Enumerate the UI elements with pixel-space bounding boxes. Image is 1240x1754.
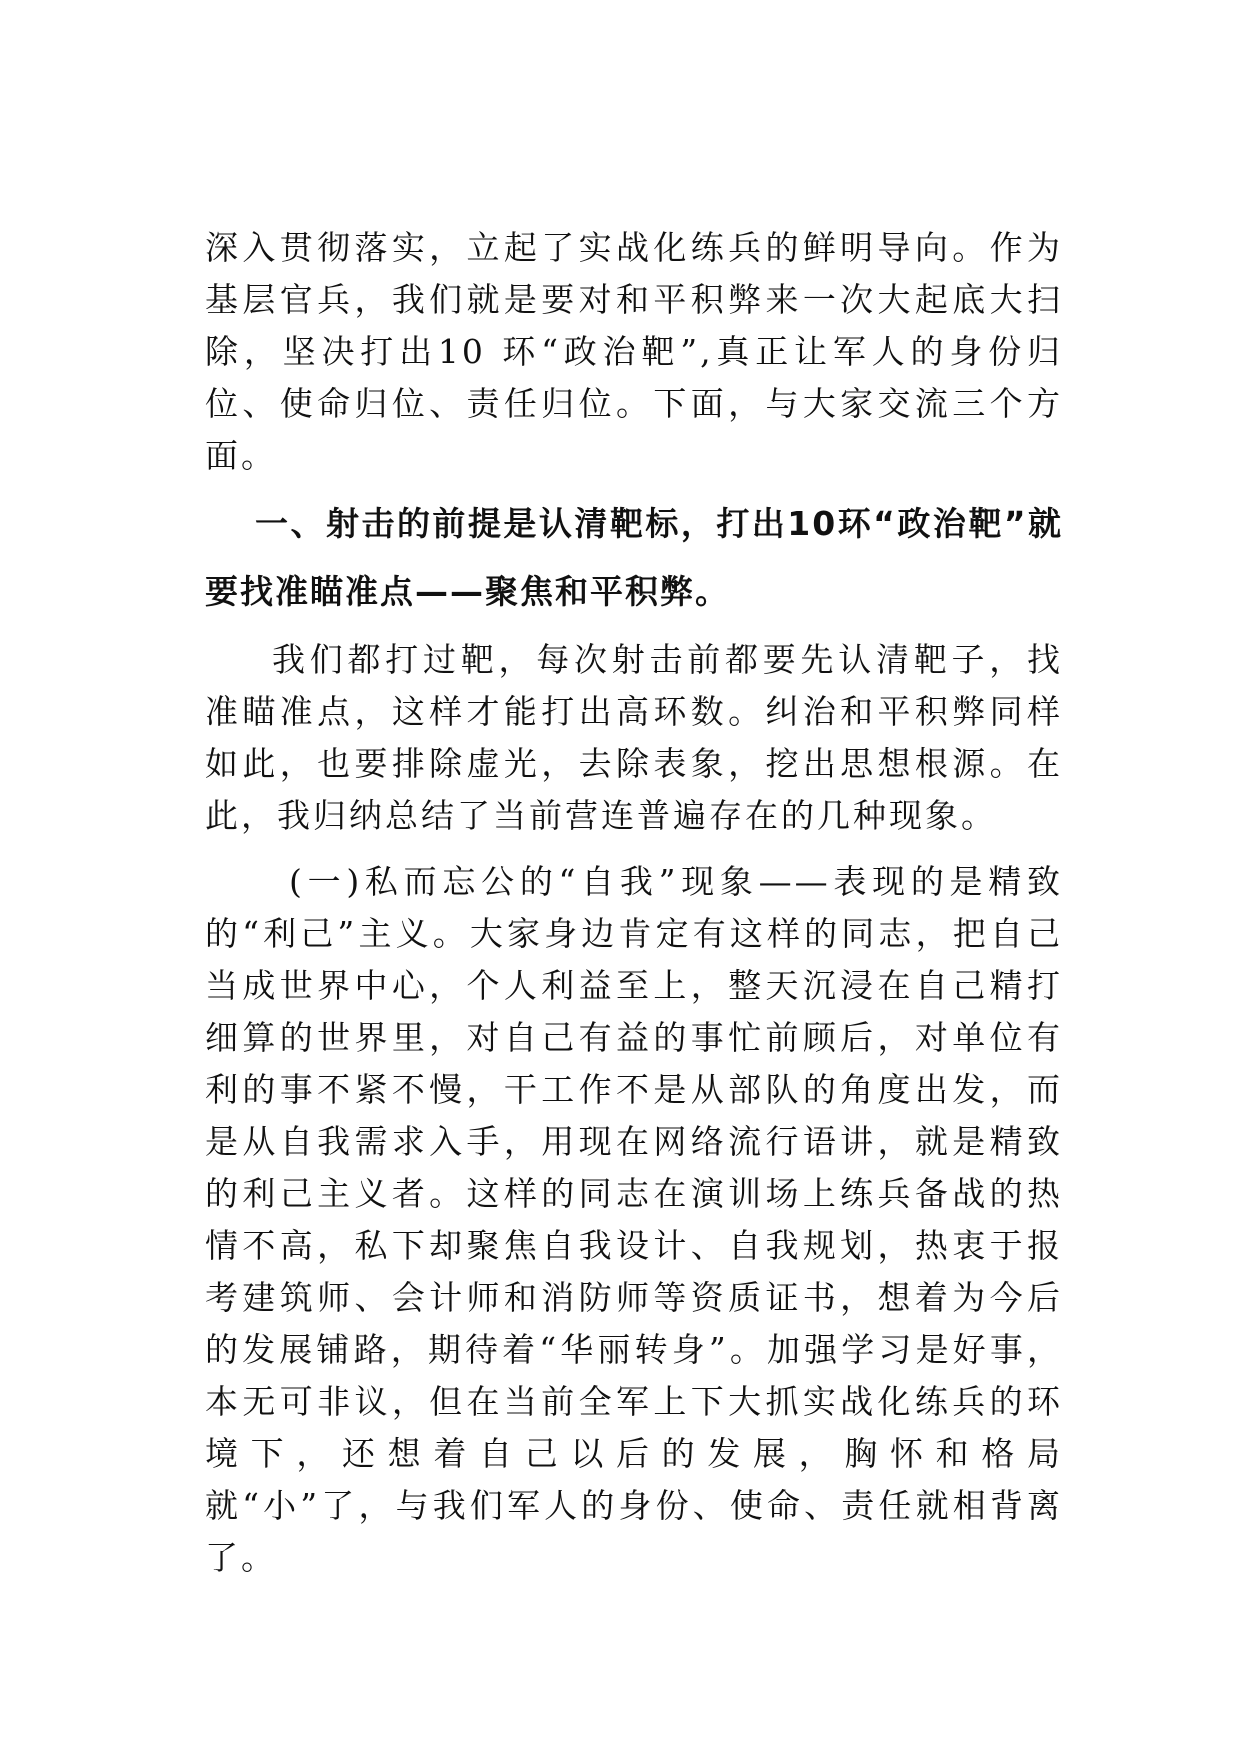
spacer: [205, 842, 1063, 856]
paragraph-intro-continued: 深入贯彻落实，立起了实战化练兵的鲜明导向。作为基层官兵，我们就是要对和平积弊来一次大起底大扫除，坚决打出10 环“政治靶”,真正让军人的身份归位、使命归位、责任归位。下面，与大家交流三个方面。: [205, 228, 1063, 475]
spacer: [205, 482, 1063, 490]
document-body: [205, 222, 1063, 1584]
paragraph-target-analogy: 我们都打过靶，每次射击前都要先认清靶子，找准瞄准点，这样才能打出高环数。纠治和平积弊同样如此，也要排除虚光，去除表象，挖出思想根源。在此，我归纳总结了当前营连普遍存在的几种现象。: [205, 640, 1063, 835]
paragraph-subsection-one: (一)私而忘公的“自我”现象——表现的是精致的“利己”主义。大家身边肯定有这样的同志，把自己当成世界中心，个人利益至上，整天沉浸在自己精打细算的世界里，对自己有益的事忙前顾后，对单位有利的事不紧不慢，干工作不是从部队的角度出发，而是从自我需求入手，用现在网络流行语讲，就是精致的利己主义者。这样的同志在演训场上练兵备战的热情不高，私下却聚焦自我设计、自我规划，热衷于报考建筑师、会计师和消防师等资质证书，想着为今后的发展铺路，期待着“华丽转身”。加强学习是好事，本无可非议，但在当前全军上下大抓实战化练兵的环境下，还想着自己以后的发展，胸怀和格局就“小”了，与我们军人的身份、使命、责任就相背离了。: [205, 862, 1063, 1577]
spacer: [205, 626, 1063, 634]
section-heading-one: 一、射击的前提是认清靶标，打出10环“政治靶”就要找准瞄准点——聚焦和平积弊。: [205, 504, 1063, 611]
